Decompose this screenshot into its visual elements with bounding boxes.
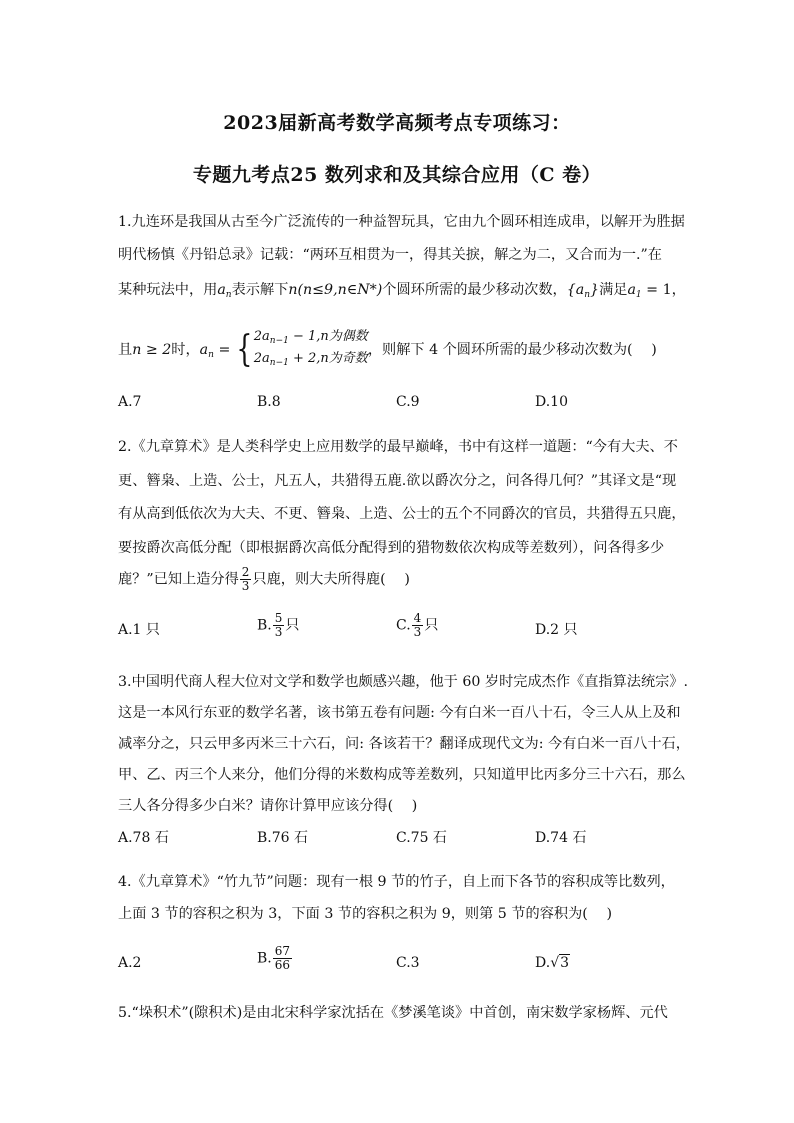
q2-line-1: 2.《九章算术》是人类科学史上应用数学的最早巅峰，书中有这样一道题：“今有大夫、不 <box>118 439 678 455</box>
q1-math-init-val: = 1， <box>641 282 686 298</box>
q3-option-a: A.78 石 <box>118 830 169 846</box>
q1-text: 且 <box>118 342 133 358</box>
q1-text: 满足 <box>599 282 628 298</box>
q1-option-d: D.10 <box>535 394 568 410</box>
q2-line-5 <box>118 566 410 593</box>
q1-text: 个圆环所需的最少移动次数， <box>382 282 567 298</box>
q1-text: 时， <box>171 342 200 358</box>
q2-option-d: D.2 只 <box>535 622 578 638</box>
q2-text: 只鹿，则大夫所得鹿( ) <box>252 571 410 588</box>
q4-option-a: A.2 <box>118 955 142 971</box>
q1-line-1: 1.九连环是我国从古至今广泛流传的一种益智玩具，它由九个圆环相连成串，以解开为胜据 <box>118 214 685 230</box>
q3-option-c: C.75 石 <box>396 830 447 846</box>
q2-line-2: 更、簪枭、上造、公士，凡五人，共猎得五鹿.欲以爵次分之，问各得几何？”其译文是“现 <box>118 473 677 489</box>
q2-text: 鹿？”已知上造分得 <box>118 571 239 588</box>
q1-math-an: $a_n$ <box>217 282 232 300</box>
q1-text: 某种玩法中，用 <box>118 282 218 298</box>
q2-option-c: C. $\frac{4}{3}$ 只 <box>396 611 439 639</box>
q3-option-b: B.76 石 <box>257 830 309 846</box>
q3-line-4: 甲、乙、丙三个人来分，他们分得的米数构成等差数列，只知道甲比丙多分三十六石，那么 <box>118 767 686 783</box>
q1-math-seq: $\{a_n\}$ <box>566 282 600 300</box>
q4-option-d: D.√3 <box>535 955 570 971</box>
q1-piecewise-lhs: $a_n$ <box>199 342 214 360</box>
q1-piecewise-cases <box>254 328 368 372</box>
q2-line-4: 要按爵次高低分配（即根据爵次高低分配得到的猎物数依次构成等差数列），问各得多少 <box>118 540 665 556</box>
q4-line-1: 4.《九章算术》“竹九节”问题：现有一根 9 节的竹子，自上而下各节的容积成等比数列， <box>118 874 675 890</box>
q4-line-2: 上面 3 节的容积之积为 3，下面 3 节的容积之积为 9，则第 5 节的容积为( ) <box>118 906 613 922</box>
q1-math-n-cond: n ≥ 2 <box>132 342 172 358</box>
q3-line-5: 三人各分得多少白米？请你计算甲应该分得( ) <box>118 798 418 814</box>
q4-option-c: C.3 <box>396 955 420 971</box>
left-brace-icon: { <box>236 329 253 370</box>
q3-line-3: 减率分之，只云甲多丙米三十六石，问: 各该若干？翻译成现代文为: 今有白米一百八十石， <box>118 736 690 752</box>
q1-text: ，则解下 4 个圆环所需的最少移动次数为( ) <box>367 342 657 358</box>
q1-text: 表示解下 <box>231 282 289 298</box>
q1-option-b: B.8 <box>257 394 281 410</box>
sqrt-icon: √3 <box>550 955 570 971</box>
q5-line-1: 5.“垛积术”(隙积术)是由北宋科学家沈括在《梦溪笔谈》中首创，南宋数学家杨辉、元代 <box>118 1005 668 1021</box>
q1-eq: = <box>213 342 235 358</box>
q1-option-a: A.7 <box>118 394 142 410</box>
document-title: 2023届新高考数学高频考点专项练习： <box>223 112 571 134</box>
q2-line-3: 有从高到低依次为大夫、不更、簪枭、上造、公士的五个不同爵次的官员，共猎得五只鹿， <box>118 506 686 522</box>
q2-option-b: B. $\frac{5}{3}$ 只 <box>257 611 300 639</box>
q3-line-1: 3.中国明代商人程大位对文学和数学也颇感兴趣，他于 60 岁时完成杰作《直指算法统宗》. <box>118 674 689 690</box>
q2-option-a: A.1 只 <box>118 622 160 638</box>
q1-math-condition: n(n≤9,n∈N*) <box>288 282 383 298</box>
case-row: $2a_{n-1} + 2,n$为奇数 <box>253 351 368 368</box>
q1-line-2: 明代杨慎《丹铅总录》记载：“两环互相贯为一，得其关捩，解之为二，又合而为一.”在 <box>118 247 662 263</box>
q1-option-c: C.9 <box>396 394 420 410</box>
q1-line-3 <box>118 280 686 305</box>
case-row: $2a_{n-1} - 1,n$为偶数 <box>253 329 368 346</box>
q3-line-2: 这是一本风行东亚的数学名著，该书第五卷有问题: 今有白米一百八十石，令三人从上及和 <box>118 705 681 721</box>
q2-fraction: $\frac{2}{3}$ <box>241 565 250 593</box>
q1-line-4 <box>118 328 657 372</box>
q3-option-d: D.74 石 <box>535 830 587 846</box>
document-subtitle: 专题九考点25 数列求和及其综合应用（C 卷） <box>192 164 602 186</box>
q4-option-b: B. $\frac{67}{66}$ <box>257 944 291 972</box>
q1-math-init: $a_1$ <box>627 282 642 300</box>
